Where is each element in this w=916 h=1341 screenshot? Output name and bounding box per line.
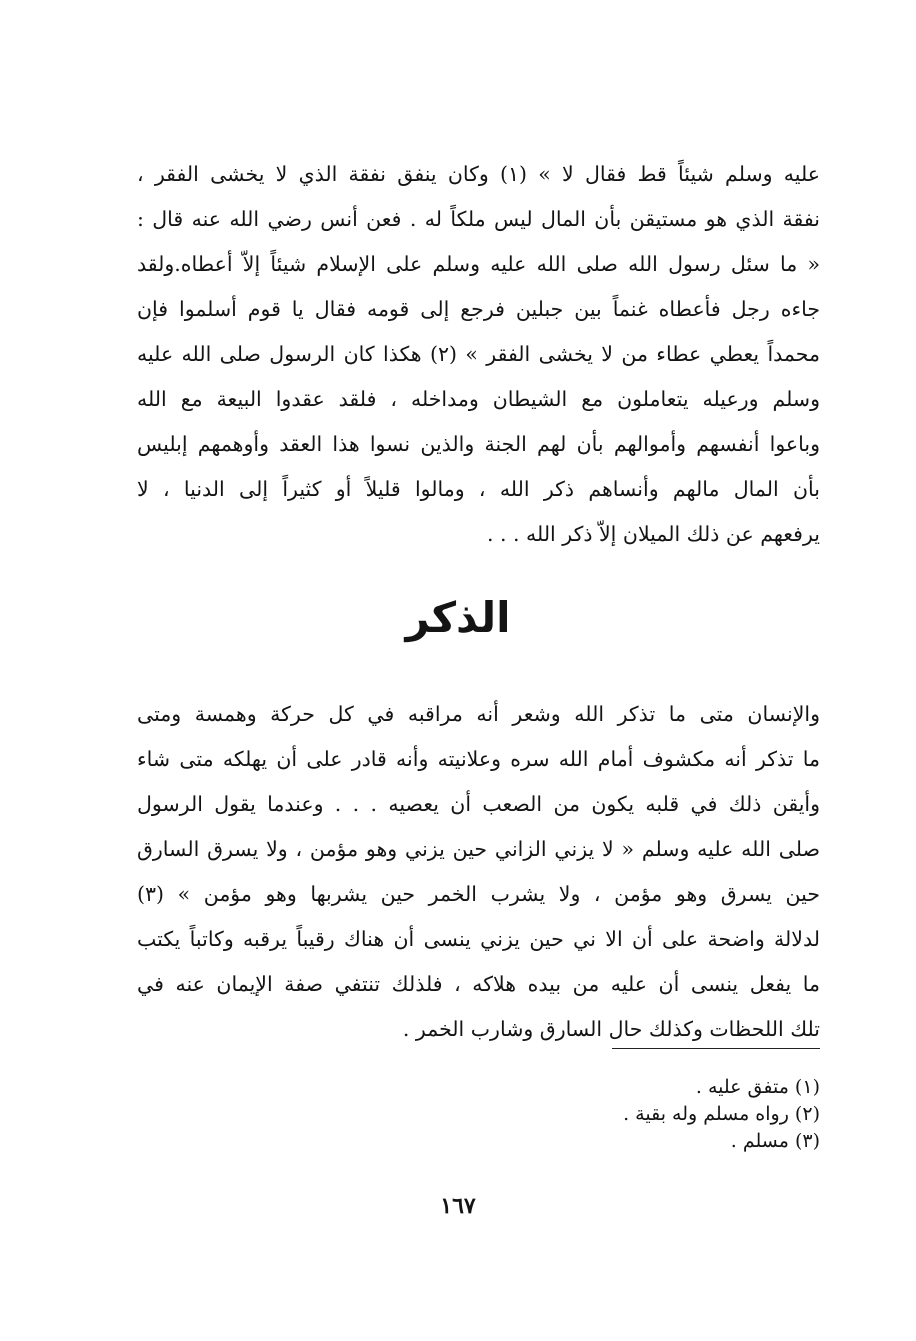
text-line: ما يفعل ينسى أن عليه من بيده هلاكه ، فلذلك تنتفي صفة الإيمان عنه في: [137, 972, 820, 996]
text-line: جاءه رجل فأعطاه غنماً بين جبلين فرجع إلى قومه فقال يا قوم أسلموا فإن: [137, 297, 820, 321]
text-line: حين يسرق وهو مؤمن ، ولا يشرب الخمر حين يشربها وهو مؤمن » (٣): [137, 882, 820, 906]
body-paragraph: [137, 692, 820, 1052]
text-line: تلك اللحظات وكذلك حال السارق وشارب الخمر .: [402, 1017, 820, 1041]
body-paragraph-continued: [137, 152, 820, 557]
footnote: (١) متفق عليه .: [695, 1076, 820, 1098]
text-line: محمداً يعطي عطاء من لا يخشى الفقر » (٢) هكذا كان الرسول صلى الله عليه: [137, 342, 820, 366]
text-line: عليه وسلم شيئاً قط فقال لا » (١) وكان ينفق نفقة الذي لا يخشى الفقر ،: [137, 162, 820, 186]
footnotes: [420, 1074, 820, 1155]
text-line: بأن المال مالهم وأنساهم ذكر الله ، ومالوا قليلاً أو كثيراً إلى الدنيا ، لا: [137, 477, 820, 501]
text-line: وسلم ورعيله يتعاملون مع الشيطان ومداخله ، فلقد عقدوا البيعة مع الله: [137, 387, 820, 411]
text-line: ما تذكر أنه مكشوف أمام الله سره وعلانيته وأنه قادر على أن يهلكه متى شاء: [137, 747, 820, 771]
text-line: يرفعهم عن ذلك الميلان إلاّ ذكر الله . . .: [486, 522, 820, 546]
text-line: وباعوا أنفسهم وأموالهم بأن لهم الجنة والذين نسوا هذا العقد وأوهمهم إبليس: [137, 432, 820, 456]
text-line: صلى الله عليه وسلم « لا يزني الزاني حين يزني وهو مؤمن ، ولا يسرق السارق: [137, 837, 820, 861]
footnote-separator: [612, 1048, 820, 1049]
text-line: نفقة الذي هو مستيقن بأن المال ليس ملكاً له . فعن أنس رضي الله عنه قال :: [137, 207, 820, 231]
text-line: « ما سئل رسول الله صلى الله عليه وسلم على الإسلام شيئاً إلاّ أعطاه.ولقد: [137, 252, 820, 276]
page-number: ١٦٧: [440, 1193, 476, 1219]
footnote: (٢) رواه مسلم وله بقية .: [623, 1103, 820, 1125]
text-line: والإنسان متى ما تذكر الله وشعر أنه مراقبه في كل حركة وهمسة ومتى: [137, 702, 820, 726]
text-line: لدلالة واضحة على أن الا ني حين يزني ينسى أن هناك رقيباً يرقبه وكاتباً يكتب: [137, 927, 820, 951]
footnote: (٣) مسلم .: [730, 1130, 820, 1152]
text-line: وأيقن ذلك في قلبه يكون من الصعب أن يعصيه . . . وعندما يقول الرسول: [137, 792, 820, 816]
section-heading: الذكر: [405, 593, 511, 642]
